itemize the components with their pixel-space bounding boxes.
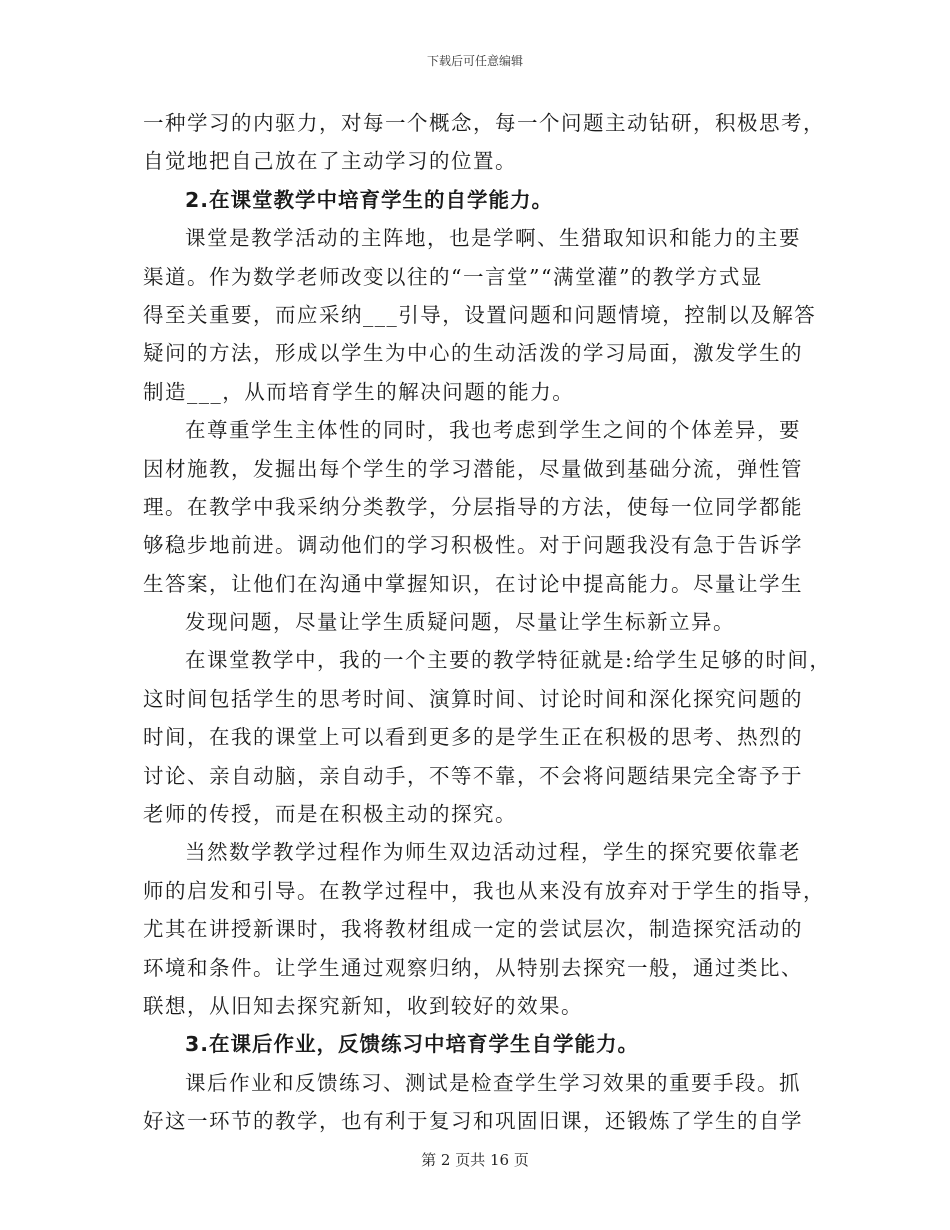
text-line: 制造___，从而培育学生的解决问题的能力。 (143, 379, 575, 404)
paragraph-first-line: 在课堂教学中，我的一个主要的教学特征就是:给学生足够的时间， (185, 648, 832, 673)
text-line: 因材施教，发掘出每个学生的学习潜能，尽量做到基础分流，弹性管 (143, 456, 803, 481)
page-header: 下载后可任意编辑 (426, 54, 523, 68)
text-line: 生答案，让他们在沟通中掌握知识，在讨论中提高能力。尽量让学生 (143, 571, 803, 596)
section-heading: 3.在课后作业，反馈练习中培育学生自学能力。 (185, 1032, 640, 1057)
text-line: 老师的传授，而是在积极主动的探究。 (143, 802, 517, 827)
text-line: 理。在教学中我采纳分类教学，分层指导的方法，使每一位同学都能 (143, 494, 803, 519)
text-line: 尤其在讲授新课时，我将教材组成一定的尝试层次，制造探究活动的 (143, 917, 803, 942)
text-line: 这时间包括学生的思考时间、演算时间、讨论时间和深化探究问题的 (143, 686, 803, 711)
text-line: 师的启发和引导。在教学过程中，我也从来没有放弃对于学生的指导， (143, 878, 825, 903)
text-line: 时间，在我的课堂上可以看到更多的是学生正在积极的思考、热烈的 (143, 725, 803, 750)
text-line: 疑问的方法，形成以学生为中心的生动活泼的学习局面，激发学生的 (143, 341, 803, 366)
text-line: 得至关重要，而应采纳___引导，设置问题和问题情境，控制以及解答 (143, 302, 817, 327)
paragraph-first-line: 课堂是教学活动的主阵地，也是学啊、生猎取知识和能力的主要 (185, 226, 801, 251)
text-line: 渠道。作为数学老师改变以往的“一言堂”“满堂灌”的教学方式显 (143, 264, 763, 289)
text-line: 够稳步地前进。调动他们的学习积极性。对于问题我没有急于告诉学 (143, 533, 803, 558)
paragraph-first-line: 发现问题，尽量让学生质疑问题，尽量让学生标新立异。 (185, 610, 735, 635)
document-body (143, 104, 832, 1141)
page-footer: 第 2 页共 16 页 (421, 1151, 529, 1169)
text-line: 好这一环节的教学，也有利于复习和巩固旧课，还锻炼了学生的自学 (143, 1109, 803, 1134)
text-line: 自觉地把自己放在了主动学习的位置。 (143, 149, 517, 174)
text-line: 一种学习的内驱力，对每一个概念，每一个问题主动钻研，积极思考， (143, 111, 825, 135)
paragraph-first-line: 在尊重学生主体性的同时，我也考虑到学生之间的个体差异，要 (185, 418, 801, 443)
text-line: 联想，从旧知去探究新知，收到较好的效果。 (143, 993, 583, 1018)
text-line: 讨论、亲自动脑，亲自动手，不等不靠，不会将问题结果完全寄予于 (143, 763, 803, 788)
paragraph-first-line: 当然数学教学过程作为师生双边活动过程，学生的探究要依靠老 (185, 840, 801, 865)
text-line: 环境和条件。让学生通过观察归纳，从特别去探究一般，通过类比、 (143, 955, 803, 980)
section-heading: 2.在课堂教学中培育学生的自学能力。 (185, 187, 554, 212)
paragraph-first-line: 课后作业和反馈练习、测试是检查学生学习效果的重要手段。抓 (185, 1070, 801, 1095)
